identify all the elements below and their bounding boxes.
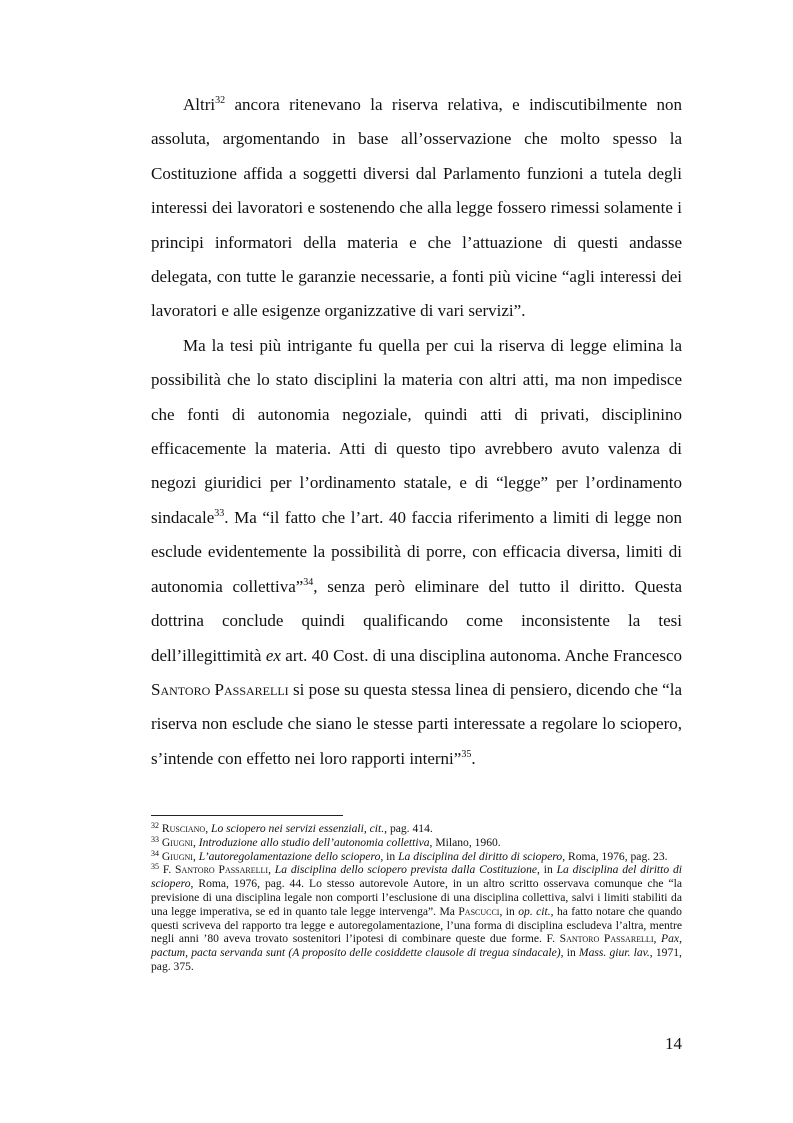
footnote-title: Lo sciopero nei servizi essenziali, cit.: [211, 822, 385, 835]
text: si pose su questa stessa linea di pensiero, dicendo che “la riserva non esclude che siano le stesse parti interessate a regolare lo sciopero, s’intende con effetto nei loro rapporti interni”: [151, 679, 682, 768]
text: .: [471, 748, 476, 768]
latin-term: ex: [265, 645, 281, 665]
footnote-title: La disciplina del diritto di sciopero: [151, 863, 682, 891]
footnote-title: La disciplina dello sciopero prevista dalla Costituzione: [274, 863, 538, 877]
text: , senza però eliminare del tutto il diritto. Questa dottrina conclude quindi qualificando come inconsistente la tesi dell’illegittimità: [151, 576, 682, 665]
footnote-author: Giugni: [161, 849, 193, 863]
text: , ha fatto notare che quando questi scriveva del rapporto tra legge e autoregolamentazione, l’una forma di disciplina escludeva l’altra, mentre negli anni ’80 aveva trovato sostenitori l’ipotesi di combinare queste due forme. F.: [151, 904, 682, 946]
footnote-number: 33: [151, 834, 159, 844]
footnote-33: [151, 836, 682, 850]
text: ancora ritenevano la riserva relativa, e indiscutibilmente non assoluta, argomentando in base all’osservazione che molto spesso la Costituzione affida a soggetti diversi dal Parlamento funzioni a tutela degli interessi dei lavoratori e sostenendo che alla legge fossero rimessi solamente i principi informatori della materia e che l’attuazione di questi andasse delegata, con tutte le garanzie necessarie, a fonti più vicine “agli interessi dei lavoratori e alle esigenze organizzative di vari servizi”.: [151, 95, 682, 321]
paragraph-2: [151, 329, 682, 776]
footnote-number: 35: [151, 862, 159, 872]
page-number: 14: [665, 1034, 682, 1053]
footnote-ref-32[interactable]: 32: [215, 95, 226, 106]
text: , pag. 414.: [384, 822, 433, 835]
footnote-title: L’autoregolamentazione dello sciopero,: [198, 849, 384, 863]
text: in: [383, 849, 399, 863]
text: ,: [205, 822, 211, 835]
text: , Roma, 1976, pag. 23.: [562, 849, 668, 863]
footnote-34: [151, 850, 682, 864]
text: ,: [268, 863, 275, 877]
footnote-ref-33[interactable]: 33: [214, 507, 225, 519]
footnote-separator: [151, 815, 343, 816]
text: in: [563, 946, 579, 960]
footnote-ref-35[interactable]: 35: [461, 748, 472, 760]
footnote-35: [151, 863, 682, 973]
text: ,: [192, 835, 199, 849]
footnote-ref-34[interactable]: 34: [303, 576, 314, 588]
footnote-number: 34: [151, 848, 159, 858]
text: art. 40 Cost. di una disciplina autonoma. Anche Francesco: [280, 645, 682, 665]
text: , Roma, 1976, pag. 44. Lo stesso autorevole Autore, in un altro scritto osservava comunque che “la previsione di una disciplina legale non comporti l’esclusione di una disciplina collettiva, salvi i limiti stabiliti da una legge imperativa, se ed in quanto tale legge intervenga”. Ma: [151, 877, 682, 918]
text: Ma la tesi più intrigante fu quella per cui la riserva di legge elimina la possibilità che lo stato disciplini la materia con altri atti, ma non impedisce che fonti di autonomia negoziale, quindi atti di privati, disciplinino efficacemente la materia. Atti di questo tipo avrebbero avuto valenza di negozi giuridici per l’ordinamento statale, e di “legge” per l’ordinamento sindacale: [151, 335, 682, 527]
body-text: [151, 88, 682, 776]
text: Altri: [183, 95, 216, 114]
footnote-title: Introduzione allo studio dell’autonomia collettiva: [198, 835, 430, 849]
footnote-title: La disciplina del diritto di sciopero: [398, 849, 563, 863]
text: . Ma “il fatto che l’art. 40 faccia riferimento a limiti di legge non esclude evidentemente la possibilità di porre, con efficacia diversa, limiti di autonomia collettiva”: [151, 507, 682, 596]
text: , 1971, pag. 375.: [151, 946, 682, 973]
latin-term: op. cit.: [518, 904, 551, 918]
footnote-author: Giugni: [161, 835, 193, 849]
text: ,: [192, 849, 199, 863]
author-name: Santoro Passarelli: [151, 679, 289, 699]
footnote-title: Mass. giur. lav.: [578, 946, 650, 960]
footnote-title: Pax, pactum, pacta servanda sunt (A proposito delle cosiddette clausole di tregua sindacale),: [151, 932, 682, 960]
footnote-32: [151, 822, 682, 836]
text: ,: [653, 932, 662, 946]
footnotes: [151, 822, 682, 974]
footnote-author: Pascucci: [458, 904, 500, 918]
footnote-author: Rusciano: [161, 822, 206, 835]
text: F.: [159, 863, 176, 877]
footnote-author: Santoro Passarelli: [175, 863, 269, 877]
footnote-number: 32: [151, 821, 159, 830]
footnote-author: Santoro Passarelli: [559, 932, 654, 946]
paragraph-1: [151, 88, 682, 329]
text: , Milano, 1960.: [429, 835, 501, 849]
text: , in: [537, 863, 557, 877]
text: , in: [499, 904, 519, 918]
